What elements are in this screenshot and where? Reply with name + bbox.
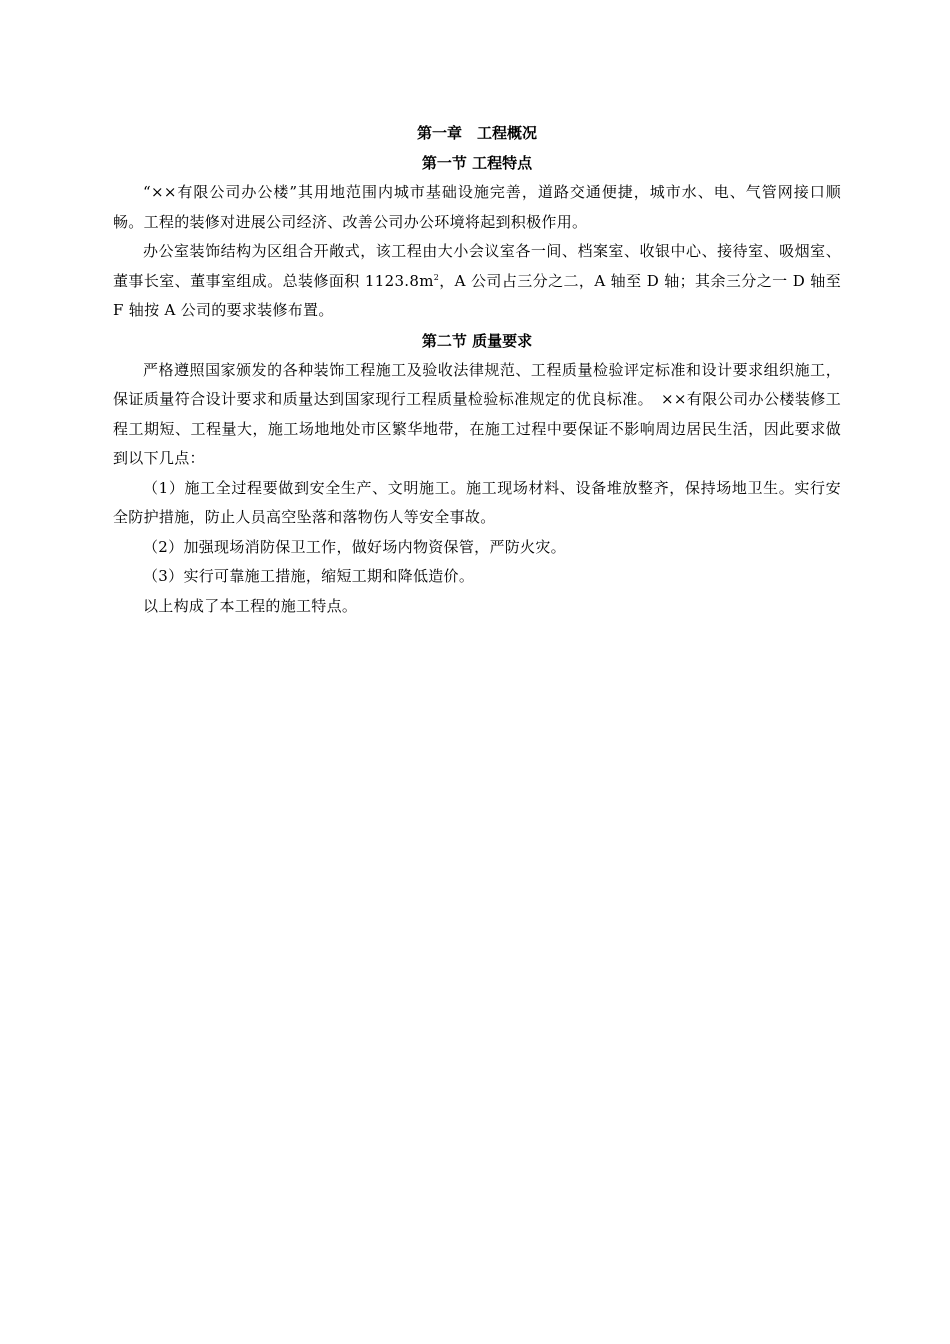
paragraph-quality-standards: 严格遵照国家颁发的各种装饰工程施工及验收法律规范、工程质量检验评定标准和设计要求组织施工，保证质量符合设计要求和质量达到国家现行工程质量检验标准规定的优良标准。 ××有限公司办公楼装修工程工期短、工程量大，施工场地地处市区繁华地带，在施工过程中要保证不影响周边居民生活，因此要求做到以下几点： [113,360,841,467]
area-text-after: ，A 公司占三分之二，A 轴至 D 轴；其余三分之一 D 轴至 F 轴按 A 公司的要求装修布置。 [113,271,841,319]
paragraph-office-structure [113,237,841,326]
paragraph-conclusion: 以上构成了本工程的施工特点。 [143,596,358,615]
section-title-quality: 第二节 质量要求 [421,331,533,350]
document-page [113,118,841,621]
section-title-features: 第一节 工程特点 [421,154,533,172]
chapter-title: 第一章 工程概况 [416,124,537,142]
list-item-safety: （1）施工全过程要做到安全生产、文明施工。施工现场材料、设备堆放整齐，保持场地卫生。实行安全防护措施，防止人员高空坠落和落物伤人等安全事故。 [113,478,841,526]
list-item-cost-reduction: （3）实行可靠施工措施，缩短工期和降低造价。 [143,567,475,585]
list-item-fire-protection: （2）加强现场消防保卫工作，做好场内物资保管，严防火灾。 [143,537,566,556]
area-text-before: 办公室装饰结构为区组合开敞式，该工程由大小会议室各一间、档案室、收银中心、接待室、吸烟室、董事长室、董事室组成。总装修面积 1123.8m [113,242,841,290]
area-unit-superscript: 2 [433,272,440,282]
paragraph-infrastructure: “××有限公司办公楼”其用地范围内城市基础设施完善，道路交通便捷，城市水、电、气管网接口顺畅。工程的装修对进展公司经济、改善公司办公环境将起到积极作用。 [113,183,841,231]
